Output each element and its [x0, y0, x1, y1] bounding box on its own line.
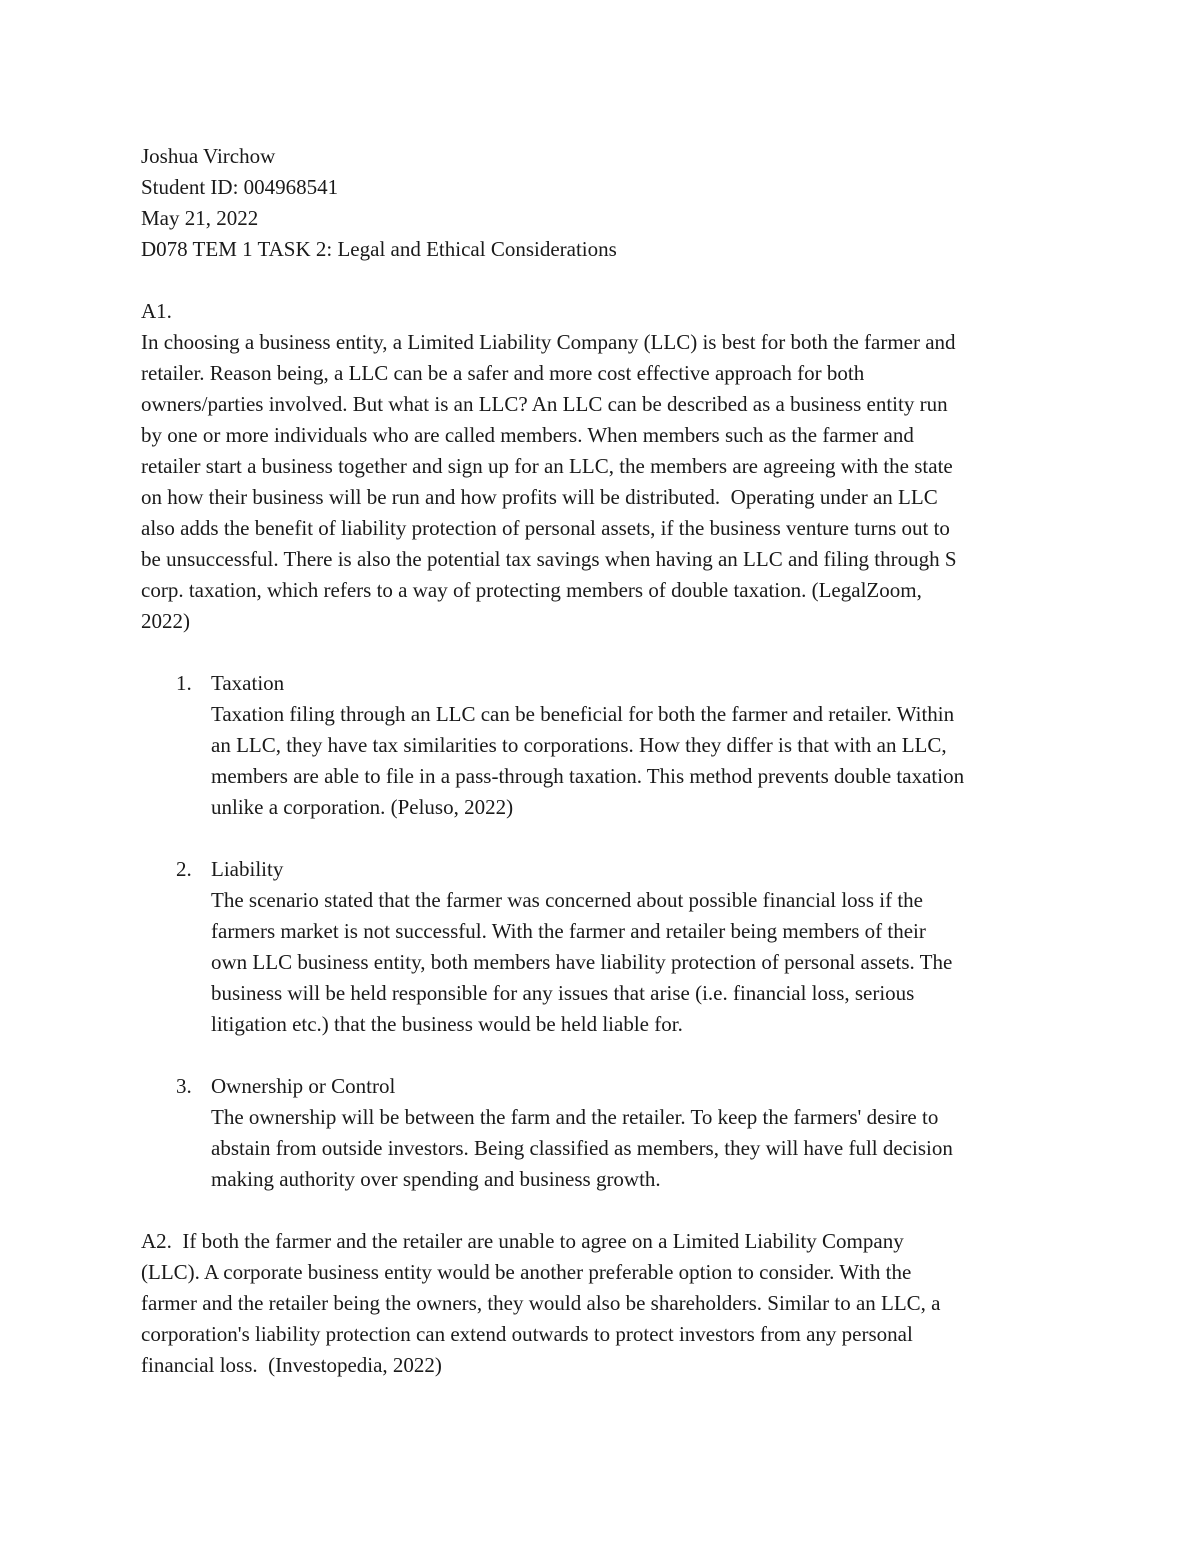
paragraph-line: In choosing a business entity, a Limited Liability Company (LLC) is best for both the farmer and	[141, 330, 956, 354]
section-a1-paragraph	[141, 327, 1066, 637]
paragraph-line: retailer. Reason being, a LLC can be a safer and more cost effective approach for both	[141, 361, 865, 385]
spacer	[141, 637, 1066, 668]
list-item-line: an LLC, they have tax similarities to corporations. How they differ is that with an LLC,	[211, 733, 947, 757]
list-number: 3.	[176, 1074, 192, 1098]
list-item-line: litigation etc.) that the business would be held liable for.	[211, 1012, 683, 1036]
paragraph-line: also adds the benefit of liability protection of personal assets, if the business venture turns out to	[141, 516, 950, 540]
paragraph-line: owners/parties involved. But what is an LLC? An LLC can be described as a business entity run	[141, 392, 948, 416]
paragraph-line: (LLC). A corporate business entity would be another preferable option to consider. With the	[141, 1260, 912, 1284]
list-item-title: Ownership or Control	[211, 1074, 396, 1098]
list-number: 2.	[176, 857, 192, 881]
list-item-ownership	[141, 1071, 1066, 1195]
document-header	[141, 141, 1066, 265]
document-body	[141, 141, 1066, 1381]
list-item-line: own LLC business entity, both members have liability protection of personal assets. The	[211, 950, 953, 974]
spacer	[141, 1195, 1066, 1226]
numbered-list	[141, 668, 1066, 1195]
paragraph-line: corp. taxation, which refers to a way of protecting members of double taxation. (LegalZoom,	[141, 578, 922, 602]
paragraph-line: A2. If both the farmer and the retailer are unable to agree on a Limited Liability Company	[141, 1229, 904, 1253]
spacer	[141, 265, 1066, 296]
list-item-line: unlike a corporation. (Peluso, 2022)	[211, 795, 514, 819]
list-item-line: The scenario stated that the farmer was concerned about possible financial loss if the	[211, 888, 923, 912]
list-item-line: making authority over spending and business growth.	[211, 1167, 661, 1191]
list-item-line: members are able to file in a pass-through taxation. This method prevents double taxation	[211, 764, 965, 788]
list-item-line: Taxation filing through an LLC can be beneficial for both the farmer and retailer. Within	[211, 702, 955, 726]
document-title: D078 TEM 1 TASK 2: Legal and Ethical Considerations	[141, 237, 617, 261]
section-a1	[141, 296, 1066, 637]
section-a2	[141, 1226, 1066, 1381]
paragraph-line: be unsuccessful. There is also the potential tax savings when having an LLC and filing through S	[141, 547, 957, 571]
document-date: May 21, 2022	[141, 206, 259, 230]
paragraph-line: on how their business will be run and how profits will be distributed. Operating under an LLC	[141, 485, 938, 509]
spacer	[141, 823, 1066, 854]
list-item-liability	[141, 854, 1066, 1040]
section-heading-a1: A1.	[141, 299, 172, 323]
list-number: 1.	[176, 671, 192, 695]
list-item-line: business will be held responsible for any issues that arise (i.e. financial loss, serious	[211, 981, 915, 1005]
paragraph-line: corporation's liability protection can extend outwards to protect investors from any personal	[141, 1322, 913, 1346]
list-item-line: abstain from outside investors. Being classified as members, they will have full decision	[211, 1136, 953, 1160]
student-id: Student ID: 004968541	[141, 175, 339, 199]
list-item-title: Liability	[211, 857, 284, 881]
paragraph-line: 2022)	[141, 609, 190, 633]
paragraph-line: by one or more individuals who are called members. When members such as the farmer and	[141, 423, 914, 447]
list-item-taxation	[141, 668, 1066, 823]
paragraph-line: financial loss. (Investopedia, 2022)	[141, 1353, 442, 1377]
list-item-line: The ownership will be between the farm and the retailer. To keep the farmers' desire to	[211, 1105, 939, 1129]
spacer	[141, 1040, 1066, 1071]
paragraph-line: farmer and the retailer being the owners, they would also be shareholders. Similar to an LLC, a	[141, 1291, 941, 1315]
list-item-title: Taxation	[211, 671, 285, 695]
author-name: Joshua Virchow	[141, 144, 276, 168]
list-item-line: farmers market is not successful. With the farmer and retailer being members of their	[211, 919, 926, 943]
paragraph-line: retailer start a business together and sign up for an LLC, the members are agreeing with the state	[141, 454, 953, 478]
